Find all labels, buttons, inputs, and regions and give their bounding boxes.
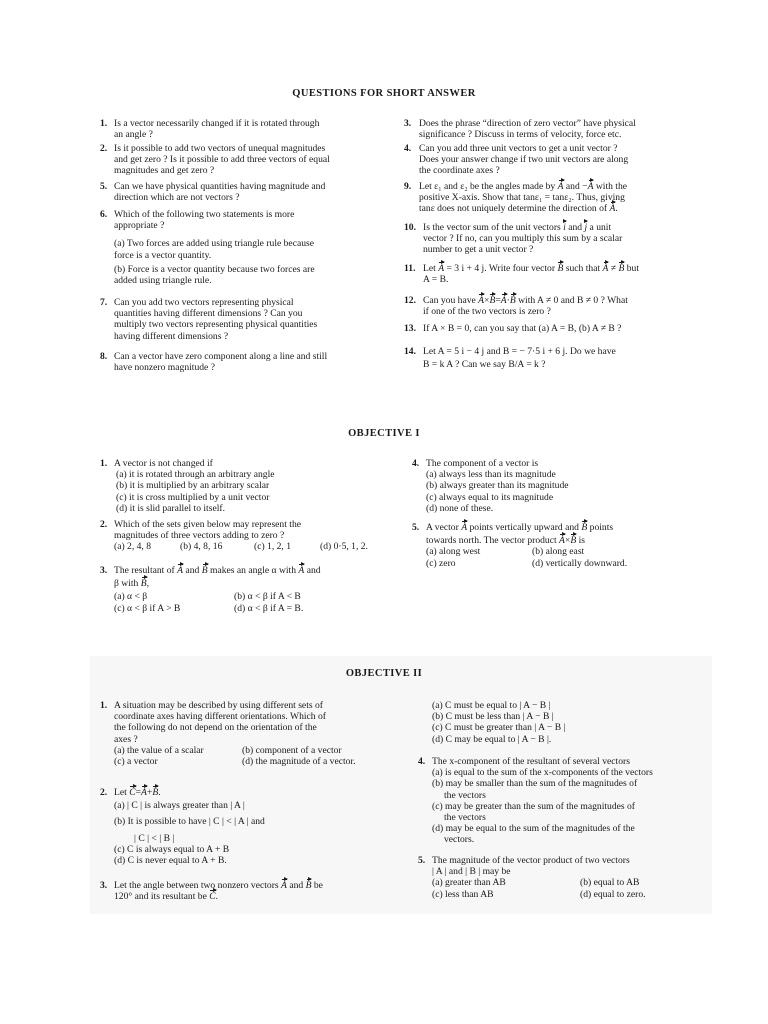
- question-number: 7.: [100, 297, 108, 308]
- question-number: 5.: [418, 855, 426, 866]
- question-number: 2.: [100, 787, 108, 798]
- vector-B: B: [581, 522, 588, 533]
- question-number: 4.: [412, 458, 420, 469]
- unit-vector-i: i: [563, 222, 566, 233]
- question-number: 6.: [100, 209, 108, 220]
- question-number: 1.: [100, 700, 108, 711]
- vector-A: A: [500, 295, 507, 306]
- vector-A: A: [461, 522, 468, 533]
- vector-B: B: [201, 565, 208, 576]
- question-number: 3.: [404, 118, 412, 129]
- question-number: 11.: [404, 263, 416, 274]
- vector-A: A: [141, 787, 147, 798]
- unit-vector-j: j: [584, 222, 588, 233]
- question-number: 3.: [100, 880, 108, 891]
- question-number: 5.: [100, 181, 108, 192]
- question-number: 13.: [404, 323, 416, 334]
- heading-short-answer: QUESTIONS FOR SHORT ANSWER: [292, 88, 476, 99]
- vector-A: A: [609, 203, 616, 215]
- question-number: 2.: [100, 143, 108, 154]
- vector-B: B: [489, 295, 496, 306]
- vector-C: C: [129, 787, 136, 798]
- vector-A: A: [559, 535, 565, 547]
- vector-B: B: [152, 787, 159, 798]
- vector-A: A: [298, 565, 305, 576]
- vector-A: A: [602, 263, 609, 274]
- vector-A: A: [177, 565, 184, 576]
- vector-A: A: [438, 263, 445, 274]
- vector-B: B: [305, 880, 312, 891]
- vector-B: B: [570, 535, 577, 547]
- question-number: 1.: [100, 118, 108, 129]
- vector-A: A: [281, 880, 287, 891]
- question-number: 4.: [418, 756, 426, 767]
- vector-A: A: [587, 181, 594, 192]
- question-number: 10.: [404, 222, 416, 233]
- textbook-page: QUESTIONS FOR SHORT ANSWER 1. Is a vector necessarily changed if it is rotated through an angle ? 2. Is it possible to add two vectors of unequal magnitudes and get zero ? Is it possible to add three vectors of equal magnitudes and get zero ? 5. Can we have physical quantities having magnitude and direction which are not vectors ? 6. Which of the following two statements is more appropriate ? (a) Two forces are added using triangle rule because force is a vector quantity. (b) Force is a vector quantity because two forces are added using triangle rule. 7. Can you add two vectors representing physical quantities having different dimensions ? Can you multiply two vectors representing physical quantities having different dimensions ? 8. Can a vector have zero component along a line and still have nonzero magnitude ? 3. Does the phrase “direction of zero vector” have physical significance ? Discuss in terms of velocity, force etc. 4. Can you add three unit vectors to get a unit vector ? Does your answer change if two unit vectors are along the coordinate axes ? 9. Let ε₁ and ε₂ be the angles made by A and −A with the positive X-axis. Show that tanε₁ = tanε₂. Thus, giving tanε does not uniquely determine the direction of A. 10. Is the vector sum of the unit vectors i and j a unit vector ? If no, can you multiply this sum by a scalar number to get a unit vector ? 11. Let A = 3 i + 4 j. Write four vector B such that A ≠ B but A = B. 12. Can you have A×B=A·B with A ≠ 0 and B ≠ 0 ? What if one of the two vectors is zero ? 13. If A × B = 0, can you say that (a) A = B, (b) A ≠ B ? 14. Let A = 5 i − 4 j and B = − 7·5 i + 6 j. Do we have B = k A ? Can we say B/A = k ? OBJECTIVE I 1. A vector is not changed if (a) it is rotated through an arbitrary angle (b) it is multiplied by an arbitrary scalar (c) it is cross multiplied by a unit vector (d) it is slid parallel to itself. 2. Which of the sets given below may represent the magnitudes of three vectors adding to zero ? (a) 2, 4, 8 (b) 4, 8, 16 (c) 1, 2, 1 (d) 0·5, 1, 2. 3. The resultant of A and B makes an angle α with A and β with B, (a) α < β (b) α < β if A < B (c) α < β if A > B (d) α < β if A = B. 4. The component of a vector is (a) always less than its magnitude (b) always greater than its magnitude (c) always equal to its magnitude (d) none of these. 5. A vector A points vertically upward and B points towards north. The vector product A×B is (a) along west (b) along east (c) zero (d) vertically downward. OBJECTIVE II 1. A situation may be described by using different sets of coordinate axes having different orientations. Which of the following do not depend on the orientation of the axes ? (a) the value of a scalar (b) component of a vector (c) a vector (d) the magnitude of a vector. 2. Let C=A+B. (a) | C | is always greater than | A | (b) It is possible to have | C | < | A | and | C | < | B | (c) C is always equal to A + B (d) C is never equal to A + B. 3. Let the angle between two nonzero vectors A and B be 120° and its resultant be C. (a) C must be equal to | A − B | (b) C must be less than | A − B | (c) C must be greater than | A − B | (d) C may be equal to | A − B |. 4. The x-component of the resultant of several vectors (a) is equal to the sum of the x-components of the vectors (b) may be smaller than the sum of the magnitudes of the vectors (c) may be greater than the sum of the magnitudes of the vectors (d) may be equal to the sum of the magnitudes of the vectors. 5. The magnitude of the vector product of two vectors | A | and | B | may be (a) greater than AB (b) equal to AB (c) less than AB (d) equal to zero.: [0, 0, 768, 1024]
- vector-B: B: [509, 295, 516, 306]
- vector-B: B: [557, 263, 564, 274]
- question-number: 8.: [100, 351, 108, 362]
- vector-C: C: [209, 891, 216, 903]
- question-number: 9.: [404, 181, 412, 192]
- vector-A: A: [478, 295, 485, 306]
- question-number: 14.: [404, 346, 416, 357]
- heading-objective-ii: OBJECTIVE II: [345, 668, 423, 679]
- question-number: 4.: [404, 143, 412, 154]
- heading-objective-i: OBJECTIVE I: [348, 428, 420, 439]
- question-number: 12.: [404, 295, 416, 306]
- vector-B: B: [618, 263, 625, 274]
- vector-A: A: [557, 181, 564, 192]
- question-number: 5.: [412, 522, 420, 533]
- question-number: 3.: [100, 565, 108, 576]
- question-number: 2.: [100, 519, 108, 530]
- vector-B: B: [140, 578, 147, 590]
- question-number: 1.: [100, 458, 108, 469]
